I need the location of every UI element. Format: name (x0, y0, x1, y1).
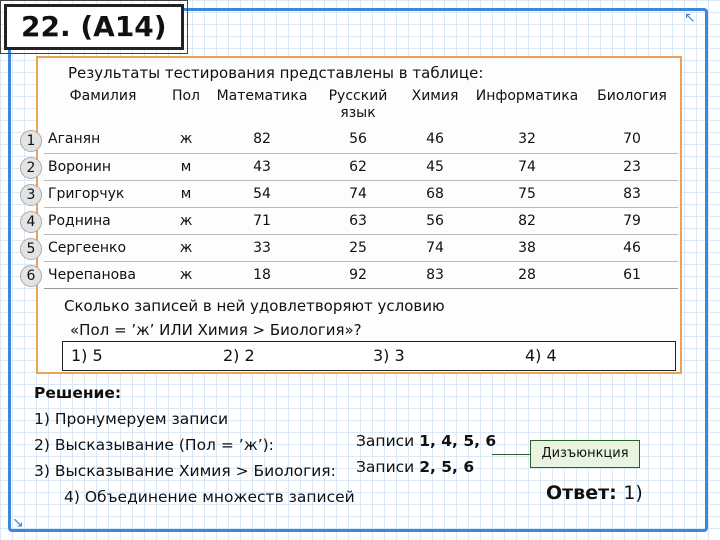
cell-surname: Григорчук (44, 180, 162, 207)
cell-biology: 23 (586, 153, 678, 180)
disjunction-callout: Дизъюнкция (530, 440, 640, 468)
cell-russian: 92 (314, 261, 402, 288)
cell-math: 33 (210, 234, 314, 261)
cell-math: 71 (210, 207, 314, 234)
header-math: Математика (216, 88, 308, 104)
table-header-row (44, 86, 678, 126)
cell-russian: 62 (314, 153, 402, 180)
cell-russian: 63 (314, 207, 402, 234)
step2-records (356, 432, 496, 450)
cell-informatics: 82 (468, 207, 586, 234)
final-answer-label: Ответ: (546, 482, 617, 504)
row-number-badge: 4 (20, 211, 42, 233)
results-table (44, 86, 678, 289)
corner-arrow-icon: ↖ (684, 10, 696, 26)
cell-math: 18 (210, 261, 314, 288)
table-row (44, 153, 678, 180)
cell-biology: 46 (586, 234, 678, 261)
callout-connector (492, 454, 530, 455)
cell-math: 43 (210, 153, 314, 180)
cell-chemistry: 83 (402, 261, 468, 288)
solution-step-3: 3) Высказывание Химия > Биология: (34, 462, 336, 480)
cell-sex: м (162, 180, 210, 207)
cell-chemistry: 74 (402, 234, 468, 261)
cell-sex: м (162, 153, 210, 180)
cell-surname: Сергеенко (44, 234, 162, 261)
cell-surname: Воронин (44, 153, 162, 180)
step3-records-list: 2, 5, 6 (419, 458, 475, 476)
row-number-badge: 3 (20, 184, 42, 206)
table-row (44, 180, 678, 207)
step3-records (356, 458, 474, 476)
header-informatics: Информатика (475, 88, 579, 104)
header-russian: Русский язык (328, 88, 388, 121)
header-biology: Биология (597, 88, 667, 104)
cell-surname: Аганян (44, 126, 162, 153)
cell-informatics: 74 (468, 153, 586, 180)
cell-sex: ж (162, 207, 210, 234)
table-row (44, 234, 678, 261)
cell-chemistry: 56 (402, 207, 468, 234)
answer-option-2[interactable]: 2) 2 (223, 346, 255, 365)
answer-options (62, 341, 676, 371)
corner-arrow-icon: ↘ (12, 515, 24, 531)
question-text (64, 294, 445, 342)
cell-informatics: 38 (468, 234, 586, 261)
row-number-badge: 6 (20, 265, 42, 287)
cell-math: 82 (210, 126, 314, 153)
cell-chemistry: 68 (402, 180, 468, 207)
cell-russian: 25 (314, 234, 402, 261)
row-number-badge: 2 (20, 157, 42, 179)
answer-option-3[interactable]: 3) 3 (373, 346, 405, 365)
question-line-2: «Пол = ’ж’ ИЛИ Химия > Биология»? (70, 321, 362, 339)
cell-sex: ж (162, 261, 210, 288)
solution-step-2: 2) Высказывание (Пол = ’ж’): (34, 436, 274, 454)
header-chemistry: Химия (411, 88, 459, 104)
table-row (44, 261, 678, 288)
answer-option-4[interactable]: 4) 4 (525, 346, 557, 365)
cell-informatics: 32 (468, 126, 586, 153)
solution-block (34, 380, 355, 510)
cell-sex: ж (162, 126, 210, 153)
cell-chemistry: 45 (402, 153, 468, 180)
cell-biology: 83 (586, 180, 678, 207)
final-answer (546, 482, 643, 504)
solution-step-4: 4) Объединение множеств записей (64, 488, 355, 506)
solution-heading: Решение: (34, 384, 122, 402)
cell-sex: ж (162, 234, 210, 261)
intro-text: Результаты тестирования представлены в таблице: (68, 64, 484, 82)
cell-informatics: 28 (468, 261, 586, 288)
step3-records-prefix: Записи (356, 458, 415, 476)
question-line-1: Сколько записей в ней удовлетворяют условию (64, 297, 445, 315)
cell-math: 54 (210, 180, 314, 207)
cell-russian: 74 (314, 180, 402, 207)
table-row (44, 126, 678, 153)
table-row (44, 207, 678, 234)
row-number-badge: 1 (20, 130, 42, 152)
cell-surname: Черепанова (44, 261, 162, 288)
final-answer-value: 1) (623, 482, 643, 504)
header-surname: Фамилия (69, 88, 137, 104)
cell-informatics: 75 (468, 180, 586, 207)
cell-chemistry: 46 (402, 126, 468, 153)
slide-title: 22. (А14) (4, 4, 184, 50)
step2-records-list: 1, 4, 5, 6 (419, 432, 497, 450)
step2-records-prefix: Записи (356, 432, 415, 450)
cell-russian: 56 (314, 126, 402, 153)
cell-surname: Роднина (44, 207, 162, 234)
cell-biology: 79 (586, 207, 678, 234)
row-number-badge: 5 (20, 238, 42, 260)
header-sex: Пол (171, 88, 201, 104)
cell-biology: 70 (586, 126, 678, 153)
answer-option-1[interactable]: 1) 5 (71, 346, 103, 365)
cell-biology: 61 (586, 261, 678, 288)
solution-step-1: 1) Пронумеруем записи (34, 410, 229, 428)
